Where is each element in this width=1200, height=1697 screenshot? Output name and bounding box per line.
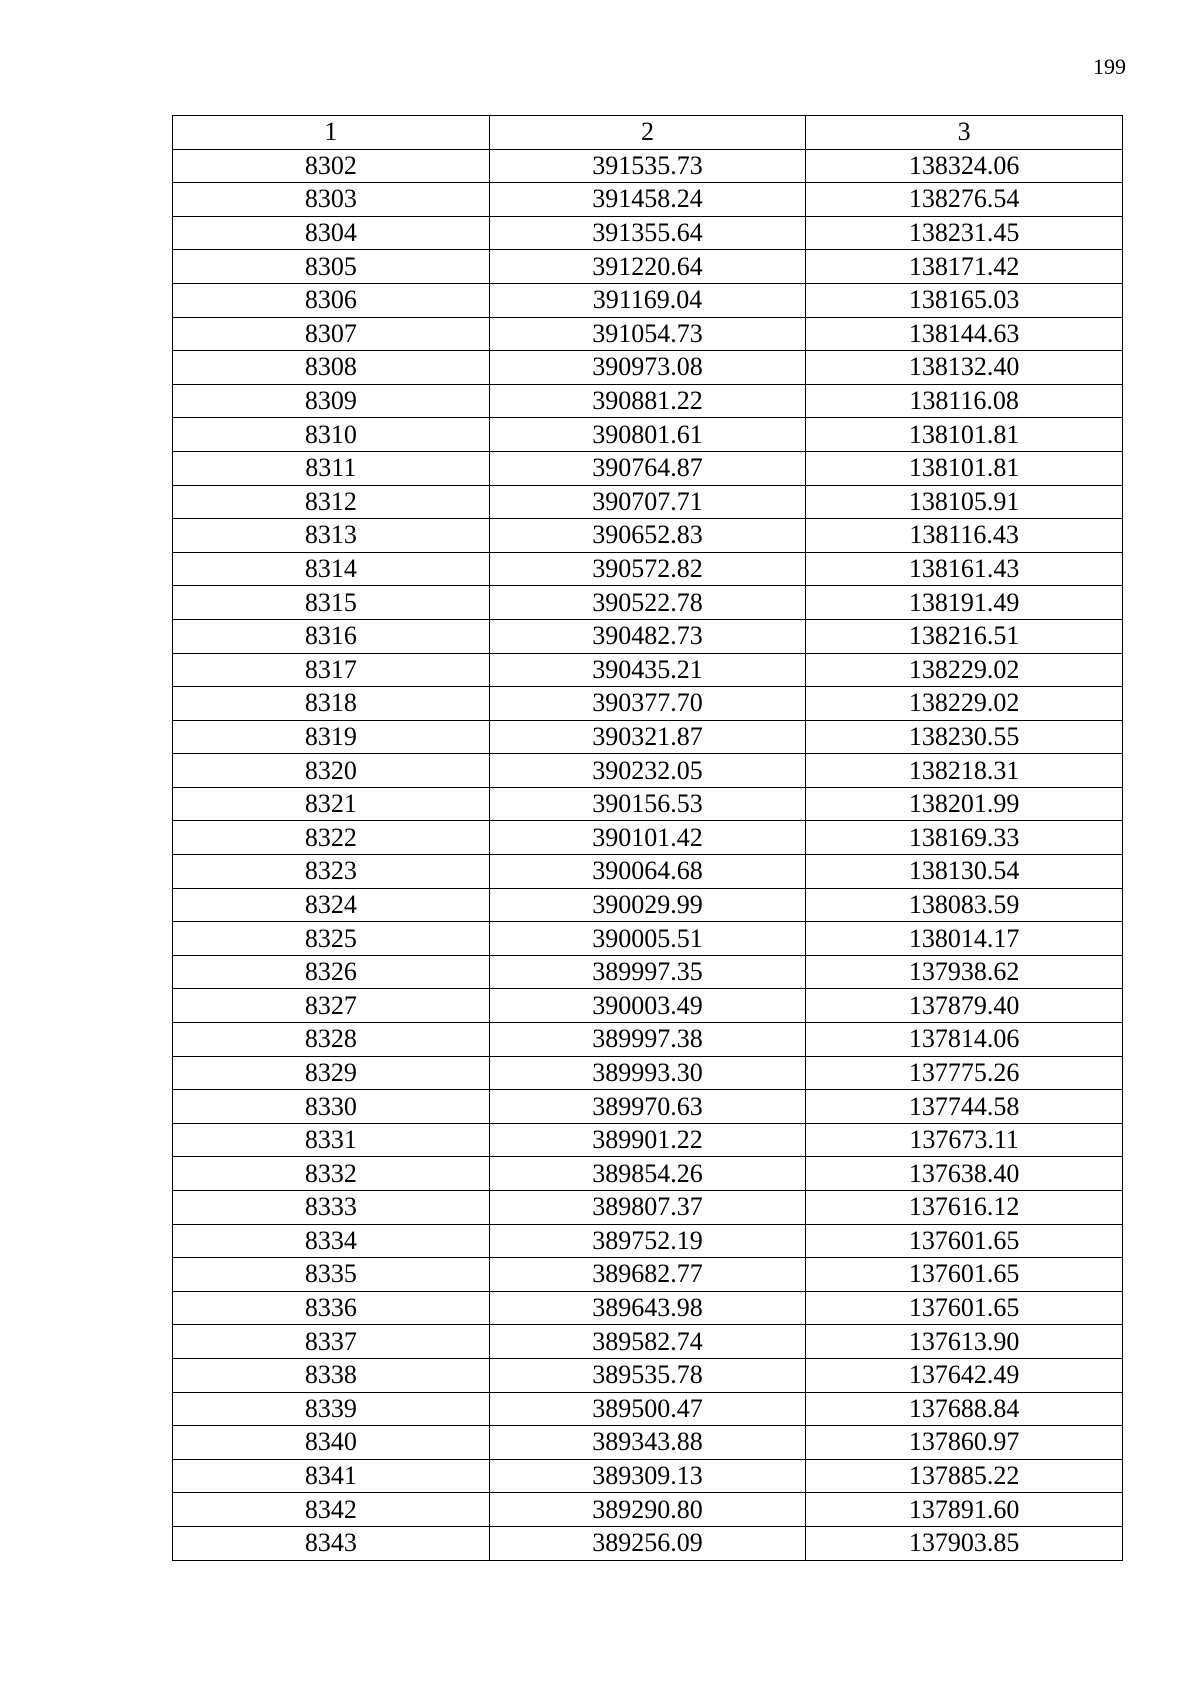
coordinate-x-cell: 389854.26: [489, 1157, 806, 1191]
point-number-cell: 8323: [173, 855, 490, 889]
point-number-cell: 8312: [173, 485, 490, 519]
coordinate-x-cell: 390029.99: [489, 888, 806, 922]
table-row: [173, 1493, 1123, 1527]
coordinate-x-cell: 389256.09: [489, 1526, 806, 1560]
point-number-cell: 8305: [173, 250, 490, 284]
point-number-cell: 8320: [173, 754, 490, 788]
point-number-cell: 8336: [173, 1291, 490, 1325]
coordinate-x-cell: 391169.04: [489, 283, 806, 317]
coordinate-x-cell: 389309.13: [489, 1459, 806, 1493]
table-row: [173, 1123, 1123, 1157]
coordinate-y-cell: 137938.62: [806, 955, 1123, 989]
coordinate-y-cell: 137814.06: [806, 1023, 1123, 1057]
coordinate-y-cell: 138169.33: [806, 821, 1123, 855]
page-number: 199: [1093, 54, 1126, 79]
table-row: [173, 1090, 1123, 1124]
coordinate-y-cell: 138014.17: [806, 922, 1123, 956]
point-number-cell: 8319: [173, 720, 490, 754]
point-number-cell: 8302: [173, 149, 490, 183]
coordinate-y-cell: 138165.03: [806, 283, 1123, 317]
point-number-cell: 8328: [173, 1023, 490, 1057]
coordinate-y-cell: 137744.58: [806, 1090, 1123, 1124]
coordinate-x-cell: 389500.47: [489, 1392, 806, 1426]
coordinate-y-cell: 138201.99: [806, 787, 1123, 821]
table-row: [173, 351, 1123, 385]
table-row: [173, 216, 1123, 250]
coordinate-x-cell: 390005.51: [489, 922, 806, 956]
table-row: [173, 754, 1123, 788]
coordinate-y-cell: 138231.45: [806, 216, 1123, 250]
coordinate-y-cell: 138116.43: [806, 519, 1123, 553]
column-header-2: 2: [489, 116, 806, 150]
table-row: [173, 586, 1123, 620]
coordinate-x-cell: 391054.73: [489, 317, 806, 351]
table-row: [173, 1191, 1123, 1225]
coordinate-x-cell: 391355.64: [489, 216, 806, 250]
column-header-3: 3: [806, 116, 1123, 150]
point-number-cell: 8331: [173, 1123, 490, 1157]
coordinate-y-cell: 138276.54: [806, 183, 1123, 217]
coordinate-y-cell: 138216.51: [806, 619, 1123, 653]
coordinate-x-cell: 390003.49: [489, 989, 806, 1023]
point-number-cell: 8337: [173, 1325, 490, 1359]
table-row: [173, 1358, 1123, 1392]
coordinate-x-cell: 391535.73: [489, 149, 806, 183]
coordinate-x-cell: 390764.87: [489, 451, 806, 485]
coordinate-x-cell: 390064.68: [489, 855, 806, 889]
table-row: [173, 485, 1123, 519]
point-number-cell: 8324: [173, 888, 490, 922]
coordinate-y-cell: 137601.65: [806, 1258, 1123, 1292]
coordinate-y-cell: 137891.60: [806, 1493, 1123, 1527]
coordinate-x-cell: 389807.37: [489, 1191, 806, 1225]
coordinate-x-cell: 390232.05: [489, 754, 806, 788]
coordinate-y-cell: 138132.40: [806, 351, 1123, 385]
coordinate-y-cell: 137613.90: [806, 1325, 1123, 1359]
coordinate-x-cell: 389582.74: [489, 1325, 806, 1359]
table-row: [173, 183, 1123, 217]
coordinate-x-cell: 389343.88: [489, 1426, 806, 1460]
coordinate-y-cell: 137638.40: [806, 1157, 1123, 1191]
table-body: [173, 149, 1123, 1560]
coordinate-y-cell: 137860.97: [806, 1426, 1123, 1460]
coordinate-y-cell: 138324.06: [806, 149, 1123, 183]
coordinate-x-cell: 389997.38: [489, 1023, 806, 1057]
coordinate-y-cell: 138101.81: [806, 418, 1123, 452]
coordinate-y-cell: 138116.08: [806, 384, 1123, 418]
table-row: [173, 1023, 1123, 1057]
coordinate-x-cell: 390572.82: [489, 552, 806, 586]
coordinate-y-cell: 138083.59: [806, 888, 1123, 922]
coordinate-y-cell: 138229.02: [806, 653, 1123, 687]
table-row: [173, 955, 1123, 989]
point-number-cell: 8326: [173, 955, 490, 989]
table-row: [173, 418, 1123, 452]
point-number-cell: 8313: [173, 519, 490, 553]
table-row: [173, 317, 1123, 351]
point-number-cell: 8340: [173, 1426, 490, 1460]
coordinate-y-cell: 137601.65: [806, 1224, 1123, 1258]
point-number-cell: 8303: [173, 183, 490, 217]
coordinate-y-cell: 137673.11: [806, 1123, 1123, 1157]
point-number-cell: 8339: [173, 1392, 490, 1426]
coordinate-x-cell: 389997.35: [489, 955, 806, 989]
point-number-cell: 8321: [173, 787, 490, 821]
coordinate-y-cell: 137616.12: [806, 1191, 1123, 1225]
coordinate-y-cell: 138101.81: [806, 451, 1123, 485]
coordinates-table: [172, 115, 1123, 1561]
coordinate-y-cell: 138229.02: [806, 687, 1123, 721]
table-row: [173, 451, 1123, 485]
table-row: [173, 720, 1123, 754]
point-number-cell: 8309: [173, 384, 490, 418]
table-row: [173, 1258, 1123, 1292]
table-row: [173, 855, 1123, 889]
point-number-cell: 8330: [173, 1090, 490, 1124]
coordinate-x-cell: 391458.24: [489, 183, 806, 217]
table-row: [173, 821, 1123, 855]
table-header: [173, 116, 1123, 150]
coordinate-x-cell: 390881.22: [489, 384, 806, 418]
coordinate-y-cell: 137903.85: [806, 1526, 1123, 1560]
coordinate-x-cell: 389682.77: [489, 1258, 806, 1292]
coordinate-y-cell: 137642.49: [806, 1358, 1123, 1392]
coordinate-x-cell: 389290.80: [489, 1493, 806, 1527]
point-number-cell: 8306: [173, 283, 490, 317]
coordinate-x-cell: 389752.19: [489, 1224, 806, 1258]
table-row: [173, 519, 1123, 553]
coordinate-x-cell: 390707.71: [489, 485, 806, 519]
point-number-cell: 8338: [173, 1358, 490, 1392]
table-row: [173, 552, 1123, 586]
coordinate-x-cell: 390482.73: [489, 619, 806, 653]
column-header-1: 1: [173, 116, 490, 150]
coordinate-y-cell: 138191.49: [806, 586, 1123, 620]
coordinate-x-cell: 390101.42: [489, 821, 806, 855]
coordinate-y-cell: 138230.55: [806, 720, 1123, 754]
point-number-cell: 8317: [173, 653, 490, 687]
coordinate-x-cell: 390801.61: [489, 418, 806, 452]
table-row: [173, 1056, 1123, 1090]
coordinate-x-cell: 390435.21: [489, 653, 806, 687]
point-number-cell: 8332: [173, 1157, 490, 1191]
point-number-cell: 8308: [173, 351, 490, 385]
coordinate-y-cell: 137688.84: [806, 1392, 1123, 1426]
table-row: [173, 1325, 1123, 1359]
coordinate-y-cell: 137885.22: [806, 1459, 1123, 1493]
coordinate-y-cell: 138161.43: [806, 552, 1123, 586]
header-row: [173, 116, 1123, 150]
point-number-cell: 8322: [173, 821, 490, 855]
coordinate-x-cell: 390377.70: [489, 687, 806, 721]
coordinate-y-cell: 137879.40: [806, 989, 1123, 1023]
coordinate-y-cell: 138218.31: [806, 754, 1123, 788]
table-row: [173, 1459, 1123, 1493]
point-number-cell: 8333: [173, 1191, 490, 1225]
table-row: [173, 1224, 1123, 1258]
point-number-cell: 8329: [173, 1056, 490, 1090]
coordinate-x-cell: 390973.08: [489, 351, 806, 385]
point-number-cell: 8341: [173, 1459, 490, 1493]
coordinate-y-cell: 138130.54: [806, 855, 1123, 889]
table-row: [173, 922, 1123, 956]
point-number-cell: 8318: [173, 687, 490, 721]
coordinate-x-cell: 390321.87: [489, 720, 806, 754]
point-number-cell: 8327: [173, 989, 490, 1023]
table-row: [173, 619, 1123, 653]
coordinate-x-cell: 389643.98: [489, 1291, 806, 1325]
table-row: [173, 1426, 1123, 1460]
point-number-cell: 8307: [173, 317, 490, 351]
point-number-cell: 8304: [173, 216, 490, 250]
table-row: [173, 1392, 1123, 1426]
point-number-cell: 8310: [173, 418, 490, 452]
coordinate-x-cell: 389901.22: [489, 1123, 806, 1157]
point-number-cell: 8343: [173, 1526, 490, 1560]
point-number-cell: 8334: [173, 1224, 490, 1258]
point-number-cell: 8335: [173, 1258, 490, 1292]
coordinate-x-cell: 389970.63: [489, 1090, 806, 1124]
point-number-cell: 8342: [173, 1493, 490, 1527]
table-row: [173, 653, 1123, 687]
table-row: [173, 888, 1123, 922]
table-row: [173, 989, 1123, 1023]
coordinate-x-cell: 390522.78: [489, 586, 806, 620]
coordinate-y-cell: 137775.26: [806, 1056, 1123, 1090]
coordinate-x-cell: 390156.53: [489, 787, 806, 821]
coordinate-y-cell: 138105.91: [806, 485, 1123, 519]
coordinate-x-cell: 390652.83: [489, 519, 806, 553]
table-row: [173, 1157, 1123, 1191]
coordinate-x-cell: 389535.78: [489, 1358, 806, 1392]
coordinate-x-cell: 389993.30: [489, 1056, 806, 1090]
point-number-cell: 8316: [173, 619, 490, 653]
point-number-cell: 8314: [173, 552, 490, 586]
table-row: [173, 149, 1123, 183]
point-number-cell: 8325: [173, 922, 490, 956]
table-row: [173, 1291, 1123, 1325]
table-row: [173, 250, 1123, 284]
table-row: [173, 384, 1123, 418]
coordinate-y-cell: 138144.63: [806, 317, 1123, 351]
table-row: [173, 787, 1123, 821]
coordinate-y-cell: 138171.42: [806, 250, 1123, 284]
point-number-cell: 8315: [173, 586, 490, 620]
coordinate-x-cell: 391220.64: [489, 250, 806, 284]
coordinate-y-cell: 137601.65: [806, 1291, 1123, 1325]
table-row: [173, 283, 1123, 317]
point-number-cell: 8311: [173, 451, 490, 485]
table-row: [173, 1526, 1123, 1560]
table-row: [173, 687, 1123, 721]
